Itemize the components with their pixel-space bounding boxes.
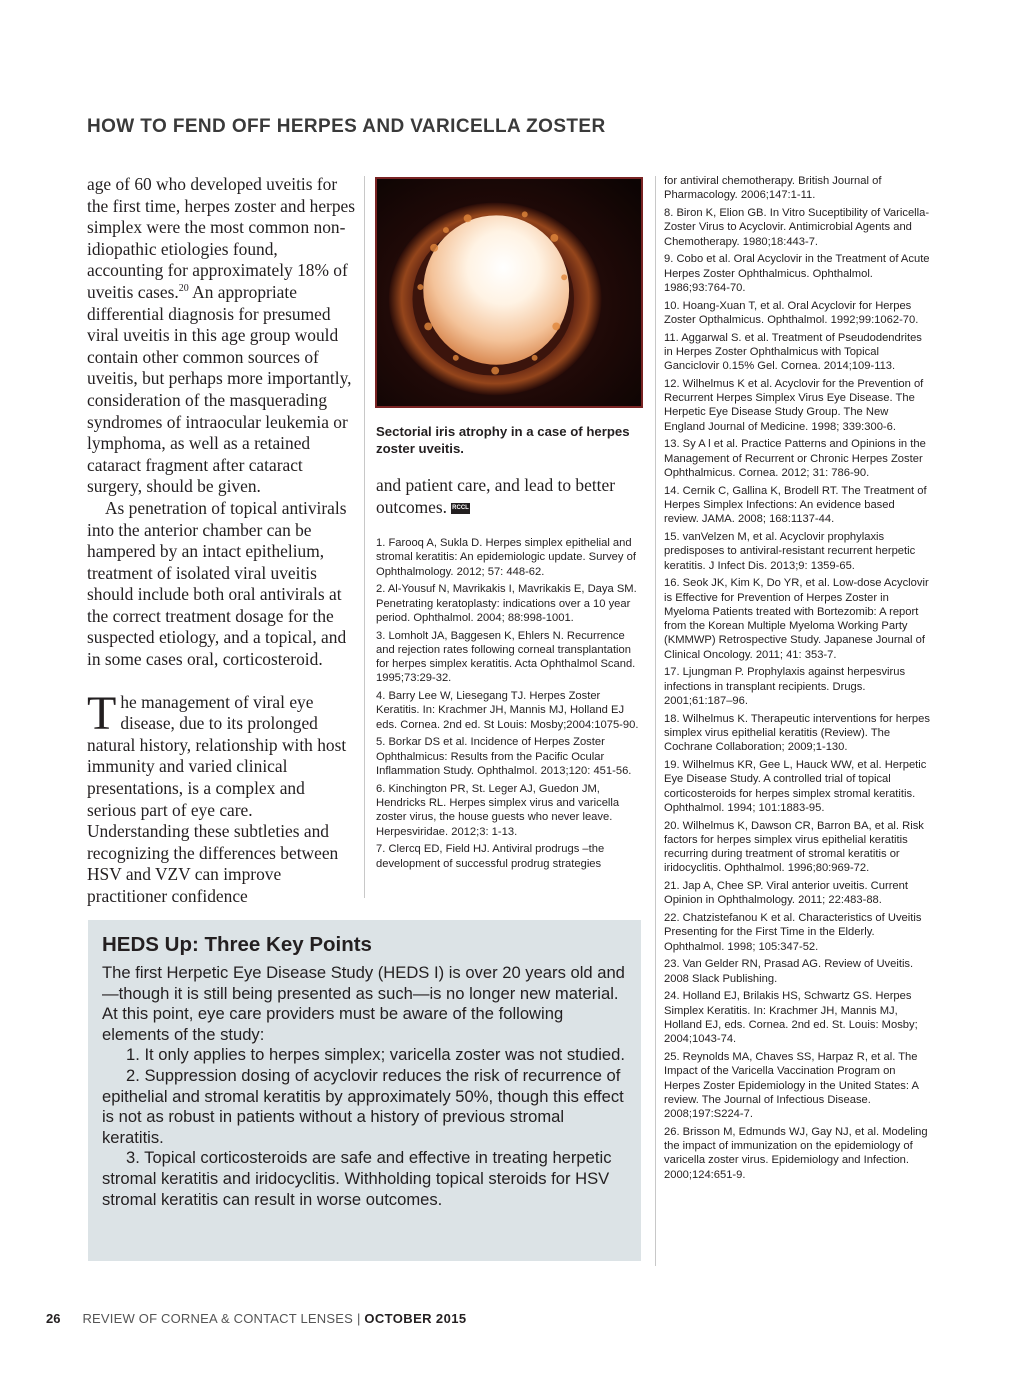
issue-date: OCTOBER 2015 [364, 1311, 467, 1326]
reference-item: 3. Lomholt JA, Baggesen K, Ehlers N. Recurrence and rejection rates following corneal transplantation for herpes simplex keratitis. Acta Ophthalmol Scand. 1995;73:29-32. [376, 629, 636, 685]
sidebar-title: HEDS Up: Three Key Points [102, 933, 372, 956]
page-number: 26 [46, 1311, 61, 1326]
key-point-2: 2. Suppression dosing of acyclovir reduces the risk of recurrence of epithelial and stromal keratitis by approximately 50%, though this effect is not as robust in patients without a history of previous stromal keratitis. [102, 1065, 624, 1147]
reference-item: 9. Cobo et al. Oral Acyclovir in the Treatment of Acute Herpes Zoster Ophthalmicus. Ophthalmol. 1986;93:764-70. [664, 253, 930, 294]
reference-item: 11. Aggarwal S. et al. Treatment of Pseudodendrites in Herpes Zoster Ophthalmicus with Topical Ganciclovir 0.15% Gel. Cornea. 2014;109-113. [664, 331, 922, 373]
reference-item: 23. Van Gelder RN, Prasad AG. Review of Uveitis. 2008 Slack Publishing. [664, 958, 914, 985]
column-divider [655, 176, 656, 1266]
reference-item: 22. Chatzistefanou K et al. Characteristics of Uveitis Presenting for the First Time in the Elderly. Ophthalmol. 1998; 105:347-52. [664, 912, 922, 953]
reference-item: 19. Wilhelmus KR, Gee L, Hauck WW, et al. Herpetic Eye Disease Study. A controlled trial of topical corticosteroids for herpes simplex stromal keratitis. Ophthalmol. 1994; 101:1883-95. [664, 758, 927, 814]
reference-item: 21. Jap A, Chee SP. Viral anterior uveitis. Current Opinion in Ophthalmology. 2011; 22:483-88. [664, 880, 908, 907]
reference-item: 6. Kinchington PR, St. Leger AJ, Guedon JM, Hendricks RL. Herpes simplex virus and varicella zoster virus, the house guests who never leave. Herpesviridae. 2012;3: 1-13. [376, 782, 620, 838]
sidebar-body [102, 963, 627, 1210]
reference-item: 1. Farooq A, Sukla D. Herpes simplex epithelial and stromal keratitis: An epidemiologic update. Survey of Ophthalmology. 2012; 57: 448-62. [376, 537, 636, 578]
key-point-1: 1. It only applies to herpes simplex; varicella zoster was not studied. [126, 1045, 625, 1065]
citation-superscript: 20 [178, 283, 189, 295]
reference-item: 25. Reynolds MA, Chaves SS, Harpaz R, et al. The Impact of the Varicella Vaccination Program on Herpes Zoster Epidemiology in the United States: A review. The Journal of Infectious Disease. 2008;197:S224-7. [664, 1050, 919, 1121]
reference-item: 24. Holland EJ, Brilakis HS, Schwartz GS. Herpes Simplex Keratitis. In: Krachmer JH, Mannis MJ, Holland EJ, eds. Cornea. 2nd ed. St. Louis: Mosby; 2004;1043-74. [664, 990, 918, 1046]
reference-item: 14. Cernik C, Gallina K, Brodell RT. The Treatment of Herpes Simplex Infections: An evidence based review. JAMA. 2008; 168:1137-44. [664, 484, 927, 526]
body-paragraph-continued [376, 475, 644, 518]
footer-separator: | [356, 1311, 361, 1326]
eye-photo-illustration [377, 179, 641, 406]
reference-item: 4. Barry Lee W, Liesegang TJ. Herpes Zoster Keratitis. In: Krachmer JH, Mannis MJ, Holland EJ eds. Cornea. 2nd ed. St Louis: Mosby;2004:1075-90. [376, 690, 639, 731]
body-paragraph [87, 686, 355, 908]
reference-item: 17. Ljungman P. Prophylaxis against herpesvirus infections in transplant recipients. Drugs. 2001;61:187–96. [664, 666, 906, 707]
figure-caption: Sectorial iris atrophy in a case of herpes zoster uveitis. [376, 424, 630, 456]
reference-item: 20. Wilhelmus K, Dawson CR, Barron BA, et al. Risk factors for herpes simplex virus epithelial keratitis recurring during treatment of stromal keratitis or iridocyclitis. Ophthalmol. 1996;80:969-72. [664, 819, 924, 875]
reference-item: 18. Wilhelmus K. Therapeutic interventions for herpes simplex virus epithelial keratitis (Review). The Cochrane Collaboration; 2009;1-130. [664, 712, 930, 754]
reference-item: 2. Al-Yousuf N, Mavrikakis I, Mavrikakis E, Daya SM. Penetrating keratoplasty: indications over a 10 year period. Ophthalmol. 2004; 88:998-1001. [376, 583, 637, 624]
paragraph-text: An appropriate differential diagnosis for presumed viral uveitis in this age group would contain other common sources of uveitis, but perhaps more importantly, consideration of the masquerading syndromes of intraocular leukemia or lymphoma, as well as a retained cataract fragment after cataract surgery, should be given. [87, 281, 352, 497]
reference-item: 26. Brisson M, Edmunds WJ, Gay NJ, et al. Modeling the impact of immunization on the epidemiology of varicella zoster virus. Epidemiology and Infection. 2000;124:651-9. [664, 1125, 928, 1181]
reference-item: 5. Borkar DS et al. Incidence of Herpes Zoster Ophthalmicus: Results from the Pacific Ocular Inflammation Study. Ophthalmol. 2013;120: 451-56. [376, 736, 632, 778]
body-paragraph [87, 174, 355, 498]
reference-item: 15. vanVelzen M, et al. Acyclovir prophylaxis predisposes to antiviral-resistant recurrent herpetic keratitis. J Infect Dis. 2013;9: 1359-65. [664, 530, 916, 572]
page-footer [46, 1311, 646, 1326]
left-body-column [87, 174, 355, 908]
iris-atrophy-photo [375, 177, 643, 408]
drop-cap: T [87, 686, 117, 740]
reference-item: for antiviral chemotherapy. British Journal of Pharmacology. 2006;147:1-11. [664, 175, 882, 202]
sidebar-intro: The first Herpetic Eye Disease Study (HEDS I) is over 20 years old and—though it is still being presented as such—is no longer new material. At this point, eye care providers must be aware of the following elements of the study: [102, 963, 625, 1044]
body-paragraph: As penetration of topical antivirals into the anterior chamber can be hampered by an intact epithelium, treatment of isolated viral uveitis should include both oral antivirals at the correct treatment dosage for the suspected etiology, and a topical, and in some cases oral, corticosteroid. [87, 497, 347, 670]
reference-item: 8. Biron K, Elion GB. In Vitro Suceptibility of Varicella-Zoster Virus to Acyclovir. Antimicrobial Agents and Chemotherapy. 1980;18:443-7. [664, 206, 930, 248]
column-divider [364, 176, 365, 898]
article-running-title: HOW TO FEND OFF HERPES AND VARICELLA ZOSTER [87, 116, 606, 137]
publication-name: REVIEW OF CORNEA & CONTACT LENSES [82, 1311, 353, 1326]
key-point-3: 3. Topical corticosteroids are safe and effective in treating herpetic stromal keratitis and iridocyclitis. Withholding topical steroids for HSV stromal keratitis can result in worse outcomes. [102, 1148, 612, 1209]
reference-item: 13. Sy A l et al. Practice Patterns and Opinions in the Management of Recurrent or Chronic Herpes Zoster Ophthalmicus. Cornea. 2012; 31: 786-90. [664, 438, 926, 479]
reference-item: 12. Wilhelmus K et al. Acyclovir for the Prevention of Recurrent Herpes Simplex Virus Eye Disease. The Herpetic Eye Disease Study Group. The New England Journal of Medicine. 1998; 339:300-6. [664, 377, 924, 433]
paragraph-text: and patient care, and lead to better outcomes. [376, 475, 616, 517]
paragraph-text: he management of viral eye disease, due to its prolonged natural history, relationship with host immunity and varied clinical presentations, is a complex and serious part of eye care. Understanding these subtleties and recognizing the differences between HSV and VZV can improve practitioner confidence [87, 691, 347, 906]
references-list-right [664, 174, 930, 1185]
heds-key-points-sidebar [88, 920, 641, 1261]
reference-item: 10. Hoang-Xuan T, et al. Oral Acyclovir for Herpes Zoster Opthalmicus. Ophthalmol. 1992;99:1062-70. [664, 299, 919, 326]
references-list-middle [376, 536, 642, 874]
reference-item: 7. Clercq ED, Field HJ. Antiviral prodrugs –the development of successful prodrug strategies [376, 843, 605, 870]
end-mark-logo: RCCL [451, 503, 470, 514]
reference-item: 16. Seok JK, Kim K, Do YR, et al. Low-dose Acyclovir is Effective for Prevention of Herpes Zoster in Myeloma Patients treated with Bortezomib: A report from the Korean Multiple Myeloma Working Party (KMMWP) Retrospective Study. Japanese Journal of Clinical Oncology. 2011; 41: 353-7. [664, 577, 929, 661]
paragraph-text: age of 60 who developed uveitis for the first time, herpes zoster and herpes simplex were the most common non-idiopathic etiologies found, accounting for approximately 18% of uveitis cases. [87, 174, 356, 302]
